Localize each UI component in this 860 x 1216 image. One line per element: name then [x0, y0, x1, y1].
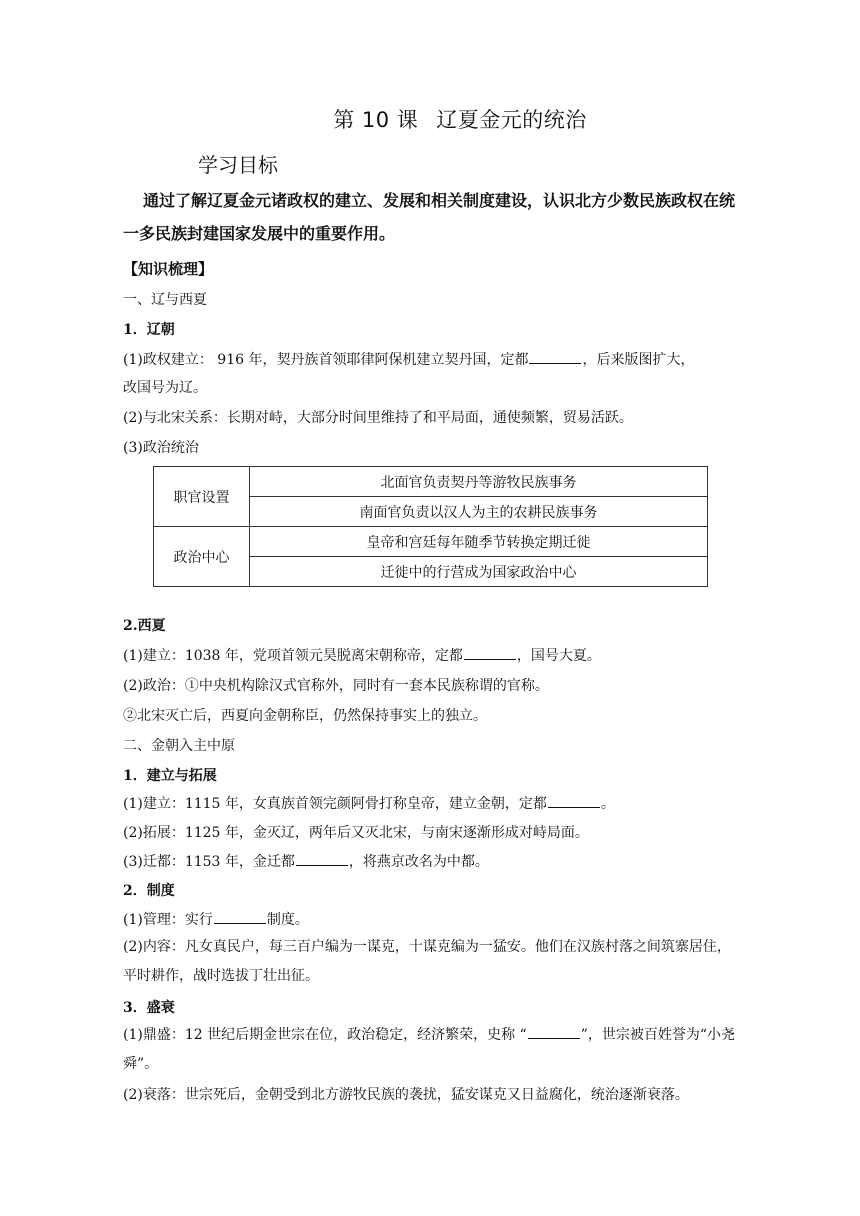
fill-blank[interactable]: [548, 793, 600, 808]
fill-blank[interactable]: [528, 1024, 580, 1039]
fill-blank[interactable]: [214, 909, 266, 924]
liao-item1-cont: 改国号为辽。: [123, 380, 207, 396]
fill-blank[interactable]: [464, 645, 516, 660]
xixia-item3: ②北宋灭亡后，西夏向金朝称臣，仍然保持事实上的独立。: [123, 708, 487, 724]
table-label-officials: 职官设置: [154, 467, 250, 527]
liao-heading: 1．辽朝: [123, 322, 175, 338]
liao-item3: (3)政治统治: [123, 440, 199, 456]
jin-part1-item2: (2)拓展：1125 年，金灭辽，两年后又灭北宋，与南宋逐渐形成对峙局面。: [123, 825, 589, 841]
table-cell: 北面官负责契丹等游牧民族事务: [250, 467, 708, 497]
goal-text: 通过了解辽夏金元诸政权的建立、发展和相关制度建设，认识北方少数民族政权在统一多民族封建国家发展中的重要作用。: [123, 191, 736, 243]
fill-blank[interactable]: [296, 851, 348, 866]
fill-blank[interactable]: [529, 349, 581, 364]
jin-part2-heading: 2．制度: [123, 883, 175, 899]
jin-part1-heading: 1．建立与拓展: [123, 768, 217, 784]
lesson-name: 辽夏金元的统治: [436, 108, 587, 132]
liao-governance-table: [153, 466, 708, 587]
lesson-title: [0, 104, 860, 134]
jin-part2-item1: (1)管理：实行 制度。: [123, 908, 743, 932]
section2-title: 二、金朝入主中原: [123, 738, 235, 754]
table-cell: 皇帝和宫廷每年随季节转换定期迁徙: [250, 527, 708, 557]
lesson-number: 第 10 课: [333, 108, 419, 132]
xixia-heading: 2.西夏: [123, 618, 166, 634]
table-cell: 迁徙中的行营成为国家政治中心: [250, 557, 708, 587]
jin-part3-heading: 3．盛衰: [123, 1000, 175, 1016]
table-label-center: 政治中心: [154, 527, 250, 587]
jin-part2-item2: (2)内容：凡女真民户，每三百户编为一谋克，十谋克编为一猛安。他们在汉族村落之间筑寨居住，平时耕作，战时选拔丁壮出征。: [123, 939, 731, 984]
liao-item2: (2)与北宋关系：长期对峙，大部分时间里维持了和平局面，通使频繁，贸易活跃。: [123, 410, 633, 426]
jin-part1-item3: (3)迁都：1153 年，金迁都 ，将燕京改名为中都。: [123, 850, 743, 874]
xixia-item1: (1)建立：1038 年，党项首领元昊脱离宋朝称帝，定都 ，国号大夏。: [123, 644, 743, 668]
goal-heading: 学习目标: [198, 153, 278, 177]
jin-part3-item1: (1)鼎盛：12 世纪后期金世宗在位，政治稳定，经济繁荣，史称 “ ”，世宗被百姓誉为“小尧舜”。: [123, 1021, 740, 1079]
jin-part3-item2: (2)衰落：世宗死后，金朝受到北方游牧民族的袭扰，猛安谋克又日益腐化，统治逐渐衰落。: [123, 1087, 689, 1103]
liao-item1: (1)政权建立： 916 年，契丹族首领耶律阿保机建立契丹国，定都 ，后来版图扩大，: [123, 348, 743, 372]
jin-part1-item1: (1)建立：1115 年，女真族首领完颜阿骨打称皇帝，建立金朝，定都 。: [123, 792, 743, 816]
xixia-item2: (2)政治：①中央机构除汉式官称外，同时有一套本民族称谓的官称。: [123, 678, 549, 694]
section1-title: 一、辽与西夏: [123, 292, 207, 308]
table-cell: 南面官负责以汉人为主的农耕民族事务: [250, 497, 708, 527]
knowledge-heading: 【知识梳理】: [123, 260, 214, 278]
